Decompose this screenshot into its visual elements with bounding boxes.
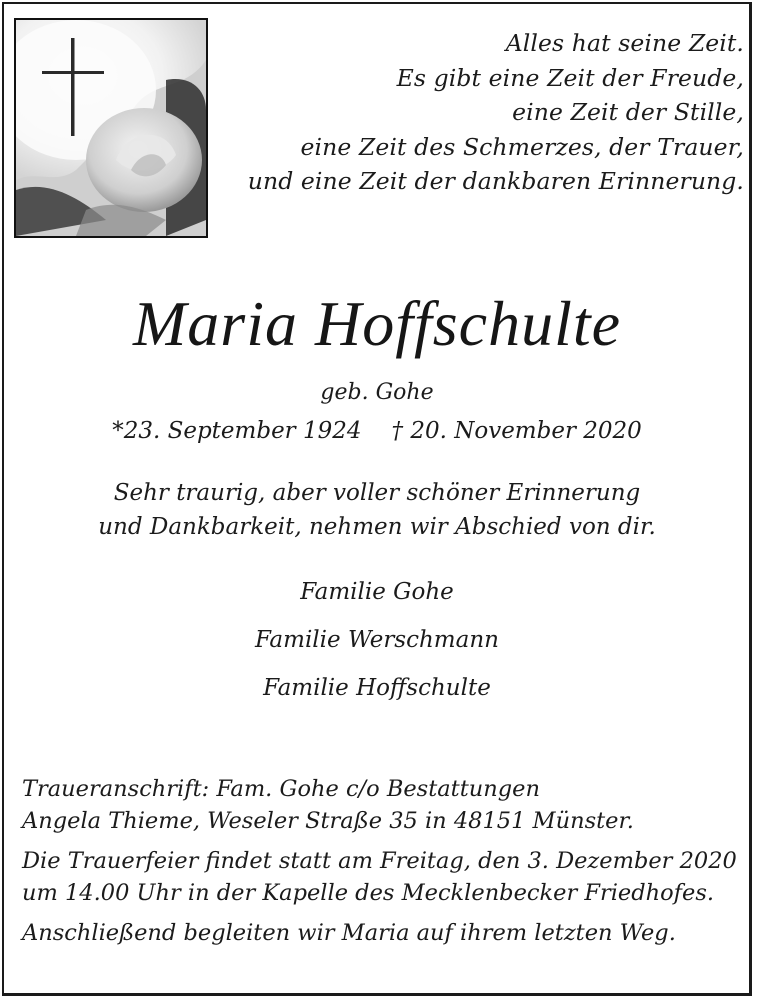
death-date: † 20. November 2020 xyxy=(391,418,642,444)
family-name: Familie Werschmann xyxy=(255,627,499,653)
closing-line: Anschließend begleiten wir Maria auf ihrem letzten Weg. xyxy=(22,920,676,946)
message-line: Sehr traurig, aber voller schöner Erinnerung xyxy=(113,480,641,506)
poem-line: und eine Zeit der dankbaren Erinnerung. xyxy=(247,167,744,195)
life-dates xyxy=(0,415,754,447)
mourning-address xyxy=(22,773,742,837)
ceremony-line: Die Trauerfeier findet statt am Freitag, den 3. Dezember 2020 xyxy=(22,848,737,874)
family-name: Familie Gohe xyxy=(300,579,454,605)
poem-line: eine Zeit des Schmerzes, der Trauer, xyxy=(300,132,744,161)
maiden-name: geb. Gohe xyxy=(320,380,434,405)
poem-line: Es gibt eine Zeit der Freude, xyxy=(396,63,744,92)
family-list xyxy=(0,568,754,712)
poem-line: Alles hat seine Zeit. xyxy=(505,29,744,57)
farewell-message xyxy=(0,476,754,544)
deceased-name: Maria Hoffschulte xyxy=(132,288,622,359)
family-name: Familie Hoffschulte xyxy=(263,675,491,701)
address-line: Traueranschrift: Fam. Gohe c/o Bestattungen xyxy=(22,776,540,802)
address-line: Angela Thieme, Weseler Straße 35 in 48151 Münster. xyxy=(22,808,634,834)
cross-rose-picture xyxy=(16,20,206,236)
cross-rose-image xyxy=(14,18,208,238)
poem xyxy=(224,26,744,199)
notice-details xyxy=(22,773,742,949)
message-line: und Dankbarkeit, nehmen wir Abschied von dir. xyxy=(98,514,656,540)
birth-date: *23. September 1924 xyxy=(112,418,362,444)
ceremony-line: um 14.00 Uhr in der Kapelle des Mecklenbecker Friedhofes. xyxy=(22,880,715,906)
ceremony-info xyxy=(22,845,742,909)
poem-line: eine Zeit der Stille, xyxy=(512,98,744,126)
